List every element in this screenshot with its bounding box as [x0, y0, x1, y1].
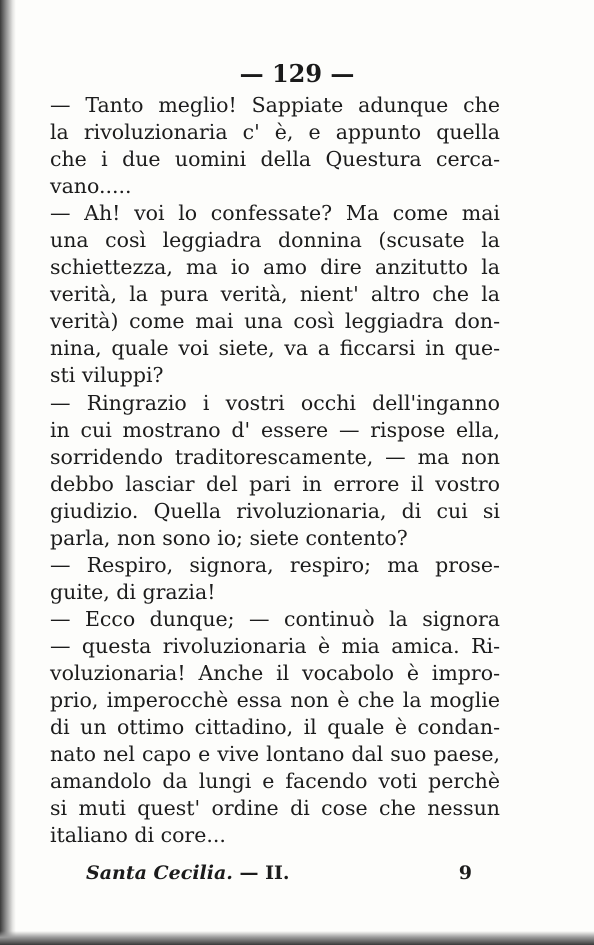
text-line: debbo lasciar del pari in errore il vostro: [50, 471, 500, 496]
text-line: italiano di core...: [50, 823, 226, 848]
text-line: — Ecco dunque; — continuò la signora: [50, 606, 500, 631]
text-line: — Tanto meglio! Sappiate adunque che: [50, 93, 500, 117]
text-line: — questa rivoluzionaria è mia amica. Ri-: [50, 633, 500, 658]
text-line: che i due uomini della Questura cerca-: [50, 147, 500, 172]
text-line: guite, di grazia!: [50, 579, 216, 604]
page-footer: [86, 858, 472, 888]
text-line: — Ah! voi lo confessate? Ma come mai: [50, 201, 500, 226]
page-number: — 129 —: [239, 59, 355, 88]
text-line: — Ringrazio i vostri occhi dell'inganno: [50, 390, 500, 415]
text-line: nina, quale voi siete, va a ficcarsi in que-: [50, 336, 500, 361]
text-line: vano.....: [50, 174, 132, 199]
signature-mark: [86, 858, 290, 888]
text-line: la rivoluzionaria c' è, e appunto quella: [50, 120, 500, 145]
page-bottom-edge: [0, 931, 594, 945]
sheet-number: 9: [458, 862, 472, 884]
text-line: in cui mostrano d' essere — rispose ella,: [50, 417, 500, 442]
text-line: — Respiro, signora, respiro; ma prose-: [50, 552, 500, 577]
text-line: schiettezza, ma io amo dire anzitutto la: [50, 255, 500, 280]
text-line: voluzionaria! Anche il vocabolo è impro-: [50, 660, 500, 685]
text-line: sti viluppi?: [50, 363, 164, 388]
text-line: parla, non sono io; siete contento?: [50, 525, 408, 550]
text-line: di un ottimo cittadino, il quale è condan-: [50, 715, 500, 740]
binding-shadow: [0, 0, 16, 945]
text-line: si muti quest' ordine di cose che nessun: [50, 796, 500, 821]
text-line: verità) come mai una così leggiadra don-: [50, 309, 500, 334]
signature-title: Santa Cecilia.: [86, 862, 233, 884]
text-line: nato nel capo e vive lontano dal suo paese,: [50, 742, 500, 767]
body-text: [50, 92, 500, 849]
text-line: giudizio. Quella rivoluzionaria, di cui si: [50, 498, 500, 523]
text-line: una così leggiadra donnina (scusate la: [50, 228, 500, 253]
text-line: amandolo da lungi e facendo voti perchè: [50, 769, 500, 794]
text-line: prio, imperocchè essa non è che la moglie: [50, 688, 500, 713]
text-line: verità, la pura verità, nient' altro che la: [50, 282, 500, 307]
text-line: sorridendo traditorescamente, — ma non: [50, 444, 500, 469]
signature-volume: — II.: [239, 862, 290, 884]
